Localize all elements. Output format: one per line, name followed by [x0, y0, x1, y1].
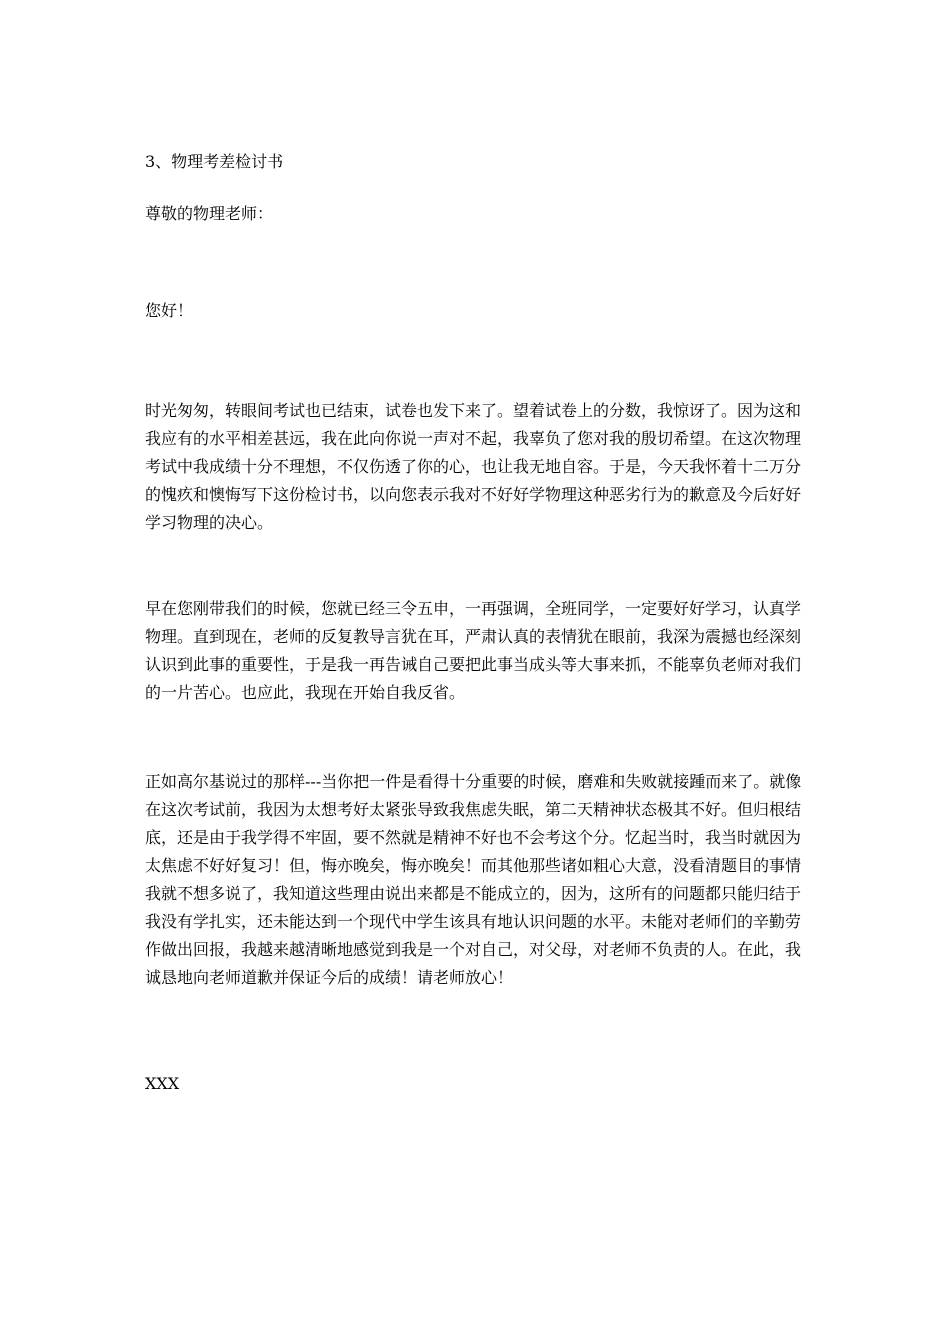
greeting: 您好！ — [145, 301, 194, 320]
salutation: 尊敬的物理老师： — [145, 204, 274, 223]
paragraph-3: 正如高尔基说过的那样---当你把一件是看得十分重要的时候，磨难和失败就接踵而来了。就像在这次考试前，我因为太想考好太紧张导致我焦虑失眠，第二天精神状态极其不好。但归根结底，还是由于我学得不牢固，要不然就是精神不好也不会考这个分。忆起当时，我当时就因为太焦虑不好好复习！但，悔亦晚矣，悔亦晚矣！而其他那些诸如粗心大意，没看清题目的事情我就不想多说了，我知道这些理由说出来都是不能成立的，因为，这所有的问题都只能归结于我没有学扎实，还未能达到一个现代中学生该具有地认识问题的水平。未能对老师们的辛勤劳作做出回报，我越来越清晰地感觉到我是一个对自己，对父母，对老师不负责的人。在此，我诚恳地向老师道歉并保证今后的成绩！请老师放心！ — [145, 772, 802, 987]
paragraph-2: 早在您刚带我们的时候，您就已经三令五申，一再强调，全班同学，一定要好好学习，认真学物理。直到现在，老师的反复教导言犹在耳，严肃认真的表情犹在眼前，我深为震撼也经深刻认识到此事的重要性，于是我一再告诫自己要把此事当成头等大事来抓，不能辜负老师对我们的一片苦心。也应此，我现在开始自我反省。 — [145, 599, 802, 702]
document-title: 3、物理考差检讨书 — [145, 152, 284, 171]
paragraph-1: 时光匆匆，转眼间考试也已结束，试卷也发下来了。望着试卷上的分数，我惊讶了。因为这和我应有的水平相差甚远，我在此向你说一声对不起，我辜负了您对我的殷切希望。在这次物理考试中我成绩十分不理想，不仅伤透了你的心，也让我无地自容。于是，今天我怀着十二万分的愧疚和懊悔写下这份检讨书，以向您表示我对不好好学物理这种恶劣行为的歉意及今后好好学习物理的决心。 — [145, 401, 802, 532]
signature: XXX — [145, 1074, 180, 1093]
